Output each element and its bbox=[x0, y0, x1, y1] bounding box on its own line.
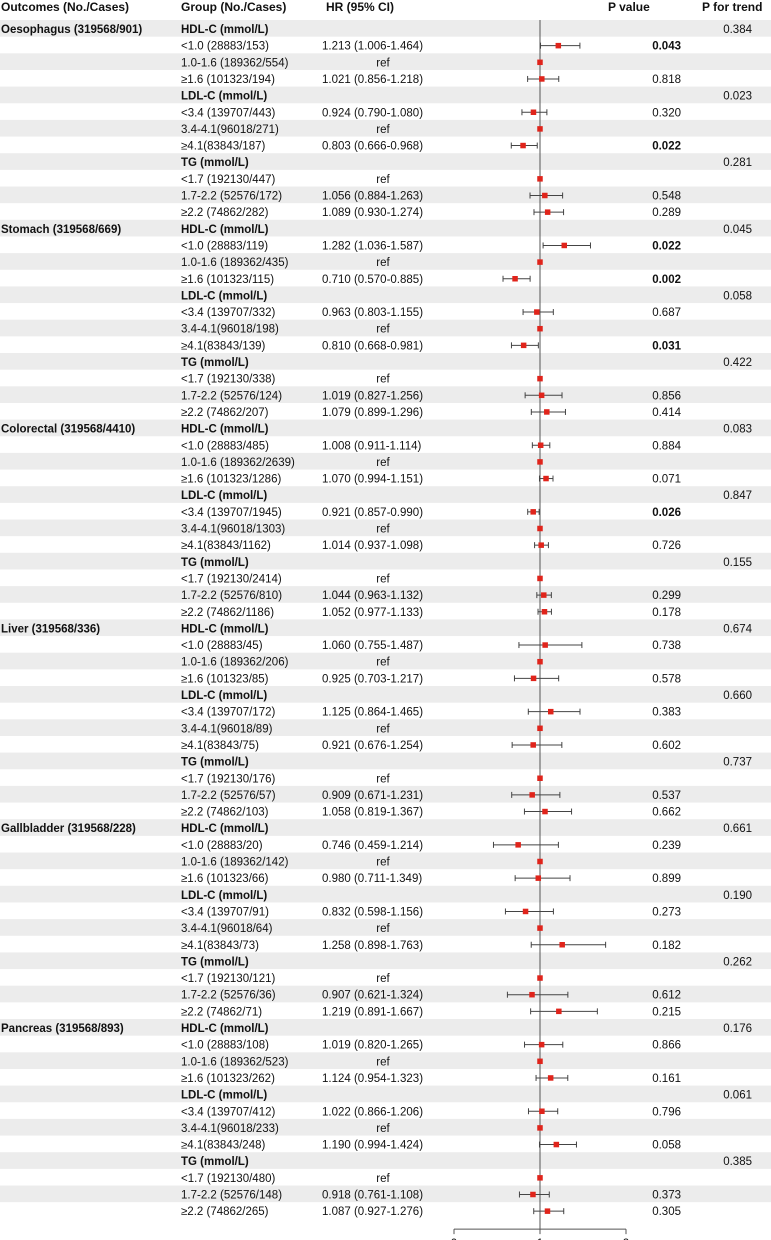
table-row bbox=[181, 107, 681, 119]
p-trend-value: 0.674 bbox=[723, 623, 752, 636]
hr-marker bbox=[542, 193, 548, 199]
header-hr: HR (95% CI) bbox=[326, 0, 395, 14]
group-label: 3.4-4.1(96018/271) bbox=[181, 123, 279, 136]
p-value: 0.182 bbox=[652, 939, 681, 952]
hr-ci-text: ref bbox=[376, 257, 390, 270]
hr-ci-text: 1.089 (0.930-1.274) bbox=[322, 207, 424, 220]
hr-marker bbox=[545, 209, 551, 215]
hr-ci-text: 0.980 (0.711-1.349) bbox=[322, 873, 423, 886]
group-label: <1.7 (192130/338) bbox=[181, 373, 276, 386]
p-value: 0.161 bbox=[652, 1072, 681, 1085]
group-label: ≥1.6 (101323/1286) bbox=[181, 473, 282, 486]
row-band bbox=[0, 486, 771, 503]
p-trend-value: 0.155 bbox=[723, 556, 752, 569]
p-trend-value: 0.661 bbox=[723, 823, 752, 836]
hr-ci-text: 1.019 (0.827-1.256) bbox=[322, 390, 424, 403]
group-label: 3.4-4.1(96018/89) bbox=[181, 723, 273, 736]
p-value: 0.383 bbox=[652, 706, 681, 719]
table-row bbox=[181, 807, 681, 819]
outcome-label: Pancreas (319568/893) bbox=[1, 1023, 124, 1035]
hr-marker bbox=[537, 176, 543, 182]
group-label: 1.7-2.2 (52576/148) bbox=[181, 1189, 283, 1202]
table-row bbox=[181, 41, 681, 53]
group-label: ≥2.2 (74862/265) bbox=[181, 1206, 269, 1219]
hr-marker bbox=[530, 742, 536, 748]
hr-marker bbox=[536, 875, 542, 881]
outcome-label: Stomach (319568/669) bbox=[1, 223, 122, 236]
group-label: <3.4 (139707/412) bbox=[181, 1106, 276, 1119]
table-row bbox=[181, 74, 681, 86]
hr-marker bbox=[529, 792, 535, 798]
hr-marker bbox=[542, 809, 548, 815]
table-row bbox=[181, 207, 681, 219]
p-value: 0.687 bbox=[652, 307, 681, 320]
header-ptrend: P for trend bbox=[702, 0, 763, 14]
hr-ci-text: 1.219 (0.891-1.667) bbox=[322, 1006, 424, 1019]
p-value: 0.043 bbox=[652, 40, 681, 53]
hr-marker bbox=[539, 1042, 545, 1048]
hr-marker bbox=[531, 110, 537, 116]
hr-marker bbox=[538, 443, 544, 449]
hr-marker bbox=[537, 459, 543, 465]
group-label: ≥4.1(83843/1162) bbox=[181, 540, 271, 553]
hr-ci-text: 1.052 (0.977-1.133) bbox=[322, 606, 424, 619]
hr-marker bbox=[554, 1142, 560, 1148]
p-value: 0.899 bbox=[652, 873, 681, 886]
group-label: 3.4-4.1(96018/64) bbox=[181, 923, 273, 936]
row-band bbox=[0, 553, 771, 570]
p-trend-value: 0.083 bbox=[723, 423, 752, 436]
hr-marker bbox=[529, 992, 535, 998]
hr-ci-text: ref bbox=[376, 656, 390, 669]
group-label: 1.7-2.2 (52576/124) bbox=[181, 390, 283, 403]
hr-marker bbox=[537, 1059, 543, 1065]
hr-marker bbox=[559, 942, 565, 948]
p-value: 0.071 bbox=[652, 473, 681, 486]
p-value: 0.726 bbox=[652, 540, 681, 553]
group-label: <1.7 (192130/480) bbox=[181, 1172, 276, 1185]
group-label: 3.4-4.1(96018/233) bbox=[181, 1122, 279, 1135]
variable-label: HDL-C (mmol/L) bbox=[181, 24, 269, 36]
p-value: 0.058 bbox=[652, 1139, 681, 1152]
hr-marker bbox=[545, 1208, 551, 1214]
hr-marker bbox=[542, 609, 548, 615]
p-value: 0.022 bbox=[652, 140, 681, 153]
hr-ci-text: 1.014 (0.937-1.098) bbox=[322, 540, 424, 553]
group-label: ≥4.1(83843/75) bbox=[181, 739, 259, 752]
table-row bbox=[181, 906, 681, 918]
p-value: 0.856 bbox=[652, 390, 681, 403]
hr-marker bbox=[530, 509, 536, 514]
table-row bbox=[181, 673, 681, 685]
hr-marker bbox=[537, 376, 543, 382]
p-value: 0.662 bbox=[652, 806, 681, 819]
outcome-label: Colorectal (319568/4410) bbox=[1, 423, 136, 436]
p-trend-value: 0.660 bbox=[723, 690, 752, 702]
hr-ci-text: 1.022 (0.866-1.206) bbox=[322, 1106, 424, 1119]
variable-label: HDL-C (mmol/L) bbox=[181, 423, 269, 436]
row-band bbox=[0, 686, 771, 703]
hr-ci-text: 1.190 (0.994-1.424) bbox=[322, 1139, 424, 1152]
hr-marker bbox=[523, 909, 529, 915]
hr-ci-text: 1.125 (0.864-1.465) bbox=[322, 706, 424, 719]
table-row bbox=[181, 740, 681, 752]
p-value: 0.796 bbox=[652, 1106, 681, 1119]
hr-marker bbox=[537, 659, 543, 665]
p-value: 0.178 bbox=[652, 606, 681, 619]
group-label: 1.0-1.6 (189362/2639) bbox=[181, 456, 295, 469]
group-label: 1.0-1.6 (189362/206) bbox=[181, 656, 289, 669]
hr-ci-text: 1.087 (0.927-1.276) bbox=[322, 1206, 424, 1219]
p-value: 0.022 bbox=[652, 240, 681, 253]
hr-ci-text: 0.907 (0.621-1.324) bbox=[322, 989, 424, 1002]
hr-ci-text: ref bbox=[376, 573, 390, 586]
variable-label: TG (mmol/L) bbox=[181, 157, 249, 170]
p-trend-value: 0.422 bbox=[723, 357, 752, 369]
p-value: 0.373 bbox=[652, 1189, 681, 1202]
hr-ci-text: 0.925 (0.703-1.217) bbox=[322, 673, 424, 686]
hr-ci-text: 1.258 (0.898-1.763) bbox=[322, 939, 424, 952]
p-value: 0.537 bbox=[652, 789, 681, 802]
variable-label: HDL-C (mmol/L) bbox=[181, 1023, 269, 1035]
p-value: 0.273 bbox=[652, 906, 681, 919]
hr-ci-text: ref bbox=[376, 856, 390, 869]
hr-ci-text: ref bbox=[376, 173, 390, 186]
hr-marker bbox=[542, 642, 548, 648]
header-pvalue: P value bbox=[608, 0, 650, 14]
hr-marker bbox=[539, 1109, 545, 1115]
outcome-label: Oesophagus (319568/901) bbox=[1, 24, 143, 36]
hr-ci-text: 0.832 (0.598-1.156) bbox=[322, 906, 424, 919]
p-trend-value: 0.385 bbox=[723, 1156, 752, 1169]
group-label: <3.4 (139707/332) bbox=[181, 307, 276, 320]
group-label: <3.4 (139707/91) bbox=[181, 906, 269, 919]
table-row bbox=[181, 1106, 681, 1118]
table-row bbox=[181, 274, 681, 286]
table-row bbox=[181, 374, 543, 386]
row-band bbox=[0, 952, 771, 969]
table-row bbox=[181, 407, 682, 419]
p-trend-value: 0.190 bbox=[723, 889, 752, 902]
hr-ci-text: 0.746 (0.459-1.214) bbox=[322, 839, 424, 852]
table-row bbox=[181, 440, 682, 452]
p-trend-value: 0.737 bbox=[723, 756, 752, 769]
hr-ci-text: 1.070 (0.994-1.151) bbox=[322, 473, 424, 486]
hr-marker bbox=[537, 126, 543, 131]
row-band bbox=[0, 753, 771, 770]
hr-marker bbox=[531, 676, 537, 682]
hr-ci-text: ref bbox=[376, 373, 390, 386]
group-label: ≥4.1(83843/248) bbox=[181, 1139, 266, 1152]
hr-marker bbox=[534, 309, 540, 315]
hr-ci-text: ref bbox=[376, 1056, 390, 1069]
hr-marker bbox=[537, 576, 543, 582]
hr-marker bbox=[537, 925, 543, 931]
p-trend-value: 0.023 bbox=[723, 90, 752, 103]
hr-ci-text: 0.710 (0.570-0.885) bbox=[322, 273, 424, 286]
table-row bbox=[181, 873, 681, 885]
group-label: ≥4.1(83843/139) bbox=[181, 340, 266, 353]
group-label: <1.0 (28883/153) bbox=[181, 40, 269, 53]
x-axis bbox=[451, 1229, 629, 1240]
row-band bbox=[0, 153, 771, 170]
table-row bbox=[181, 573, 543, 585]
group-label: ≥1.6 (101323/85) bbox=[181, 673, 269, 686]
hr-ci-text: 0.963 (0.803-1.155) bbox=[322, 307, 424, 320]
group-label: ≥1.6 (101323/194) bbox=[181, 73, 275, 86]
hr-ci-text: ref bbox=[376, 123, 390, 136]
variable-label: TG (mmol/L) bbox=[181, 1156, 249, 1169]
hr-ci-text: 1.019 (0.820-1.265) bbox=[322, 1039, 424, 1052]
hr-ci-text: ref bbox=[376, 973, 390, 986]
outcome-label: Gallbladder (319568/228) bbox=[1, 823, 136, 836]
table-row bbox=[181, 507, 681, 519]
row-band bbox=[0, 1086, 771, 1103]
p-trend-value: 0.061 bbox=[723, 1089, 752, 1102]
p-value: 0.414 bbox=[652, 406, 681, 419]
group-label: <1.0 (28883/119) bbox=[181, 240, 269, 253]
group-label: 1.0-1.6 (189362/554) bbox=[181, 57, 289, 70]
hr-ci-text: 1.008 (0.911-1.114) bbox=[322, 440, 422, 453]
hr-ci-text: ref bbox=[376, 923, 390, 936]
header-outcomes: Outcomes (No./Cases) bbox=[1, 0, 130, 14]
p-value: 0.026 bbox=[652, 506, 681, 519]
table-row bbox=[181, 240, 681, 252]
group-label: <1.7 (192130/2414) bbox=[181, 573, 282, 586]
table-row bbox=[181, 307, 681, 319]
variable-label: TG (mmol/L) bbox=[181, 556, 249, 569]
group-label: <1.0 (28883/20) bbox=[181, 839, 263, 852]
hr-marker bbox=[556, 1009, 562, 1015]
group-label: 1.7-2.2 (52576/172) bbox=[181, 190, 283, 203]
table-row bbox=[181, 773, 543, 785]
table-row bbox=[181, 340, 682, 352]
group-label: 1.7-2.2 (52576/36) bbox=[181, 989, 276, 1002]
group-label: ≥4.1(83843/187) bbox=[181, 140, 266, 153]
group-label: 1.7-2.2 (52576/810) bbox=[181, 590, 283, 603]
p-value: 0.215 bbox=[652, 1006, 681, 1019]
hr-ci-text: ref bbox=[376, 323, 390, 336]
p-value: 0.612 bbox=[652, 989, 681, 1002]
hr-marker bbox=[544, 409, 550, 415]
hr-ci-text: ref bbox=[376, 456, 390, 469]
group-label: ≥2.2 (74862/103) bbox=[181, 806, 269, 819]
group-label: <1.7 (192130/121) bbox=[181, 973, 276, 986]
hr-ci-text: 1.021 (0.856-1.218) bbox=[322, 73, 424, 86]
hr-marker bbox=[539, 76, 545, 82]
p-value: 0.578 bbox=[652, 673, 681, 686]
hr-ci-text: 0.924 (0.790-1.080) bbox=[322, 107, 424, 120]
hr-marker bbox=[538, 542, 544, 548]
variable-label: LDL-C (mmol/L) bbox=[181, 690, 268, 702]
hr-ci-text: 0.909 (0.671-1.231) bbox=[322, 789, 424, 802]
group-label: 1.0-1.6 (189362/142) bbox=[181, 856, 289, 869]
hr-marker bbox=[537, 526, 543, 532]
hr-marker bbox=[539, 393, 545, 399]
hr-marker bbox=[537, 326, 543, 332]
variable-label: LDL-C (mmol/L) bbox=[181, 490, 268, 503]
hr-marker bbox=[537, 776, 543, 782]
row-band bbox=[0, 886, 771, 903]
table-row bbox=[181, 174, 543, 186]
table-row bbox=[181, 1206, 681, 1218]
row-band bbox=[0, 286, 771, 303]
group-label: 3.4-4.1(96018/198) bbox=[181, 323, 279, 336]
table-row bbox=[181, 607, 681, 619]
table-row bbox=[181, 141, 681, 153]
p-value: 0.866 bbox=[652, 1039, 681, 1052]
group-label: 1.7-2.2 (52576/57) bbox=[181, 789, 276, 802]
group-label: ≥1.6 (101323/115) bbox=[181, 273, 275, 286]
variable-label: TG (mmol/L) bbox=[181, 956, 249, 969]
hr-ci-text: 1.124 (0.954-1.323) bbox=[322, 1072, 424, 1085]
hr-ci-text: ref bbox=[376, 57, 390, 70]
hr-marker bbox=[548, 1075, 554, 1081]
group-label: <1.0 (28883/45) bbox=[181, 640, 263, 653]
variable-label: HDL-C (mmol/L) bbox=[181, 223, 269, 236]
hr-marker bbox=[520, 143, 526, 149]
hr-marker bbox=[537, 60, 543, 66]
table-row bbox=[181, 1173, 543, 1185]
variable-label: LDL-C (mmol/L) bbox=[181, 889, 268, 902]
hr-ci-text: 1.044 (0.963-1.132) bbox=[322, 590, 424, 603]
hr-ci-text: ref bbox=[376, 523, 390, 536]
hr-ci-text: 0.918 (0.761-1.108) bbox=[322, 1189, 424, 1202]
hr-marker bbox=[537, 1125, 543, 1131]
p-trend-value: 0.058 bbox=[723, 290, 752, 303]
p-value: 0.818 bbox=[652, 73, 681, 86]
group-label: <3.4 (139707/172) bbox=[181, 706, 276, 719]
hr-marker bbox=[512, 276, 518, 282]
hr-ci-text: 1.079 (0.899-1.296) bbox=[322, 406, 424, 419]
group-label: ≥1.6 (101323/66) bbox=[181, 873, 269, 886]
hr-marker bbox=[537, 975, 543, 981]
variable-label: LDL-C (mmol/L) bbox=[181, 290, 268, 303]
hr-ci-text: ref bbox=[376, 723, 390, 736]
row-band bbox=[0, 87, 771, 104]
p-value: 0.239 bbox=[652, 839, 681, 852]
table-row bbox=[181, 640, 681, 652]
hr-ci-text: ref bbox=[376, 773, 390, 786]
hr-marker bbox=[543, 476, 549, 482]
variable-label: TG (mmol/L) bbox=[181, 756, 249, 769]
table-row bbox=[181, 1140, 681, 1152]
hr-ci-text: 1.060 (0.755-1.487) bbox=[322, 640, 424, 653]
variable-label: HDL-C (mmol/L) bbox=[181, 823, 269, 836]
hr-ci-text: 1.058 (0.819-1.367) bbox=[322, 806, 424, 819]
hr-ci-text: 1.282 (1.036-1.587) bbox=[322, 240, 424, 253]
table-row bbox=[181, 474, 681, 486]
table-row bbox=[181, 707, 681, 719]
group-label: ≥2.2 (74862/1186) bbox=[181, 606, 275, 619]
group-label: 3.4-4.1(96018/1303) bbox=[181, 523, 286, 536]
table-row bbox=[181, 840, 681, 852]
variable-label: LDL-C (mmol/L) bbox=[181, 90, 268, 103]
p-value: 0.602 bbox=[652, 739, 681, 752]
group-label: ≥4.1(83843/73) bbox=[181, 939, 259, 952]
hr-ci-text: ref bbox=[376, 1122, 390, 1135]
group-label: ≥2.2 (74862/282) bbox=[181, 207, 269, 220]
variable-label: TG (mmol/L) bbox=[181, 357, 249, 369]
group-label: ≥2.2 (74862/207) bbox=[181, 406, 269, 419]
hr-marker bbox=[556, 43, 562, 49]
table-row bbox=[181, 940, 681, 952]
hr-ci-text: 1.056 (0.884-1.263) bbox=[322, 190, 424, 203]
table-row bbox=[181, 1073, 681, 1085]
hr-ci-text: ref bbox=[376, 1172, 390, 1185]
hr-marker bbox=[537, 259, 543, 265]
group-label: ≥1.6 (101323/262) bbox=[181, 1072, 275, 1085]
hr-marker bbox=[541, 592, 547, 598]
group-label: 1.0-1.6 (189362/435) bbox=[181, 257, 289, 270]
hr-marker bbox=[537, 1175, 543, 1181]
p-trend-value: 0.045 bbox=[723, 223, 752, 236]
p-trend-value: 0.176 bbox=[723, 1023, 752, 1035]
hr-ci-text: 0.810 (0.668-0.981) bbox=[322, 340, 424, 353]
row-band bbox=[0, 1152, 771, 1169]
p-trend-value: 0.262 bbox=[723, 956, 752, 969]
hr-marker bbox=[537, 859, 543, 865]
table-row bbox=[181, 540, 681, 552]
hr-marker bbox=[530, 1192, 536, 1198]
group-label: <3.4 (139707/1945) bbox=[181, 506, 282, 519]
p-value: 0.031 bbox=[652, 340, 681, 353]
group-label: <3.4 (139707/443) bbox=[181, 107, 276, 120]
p-value: 0.299 bbox=[652, 590, 681, 603]
p-value: 0.305 bbox=[652, 1206, 681, 1219]
variable-label: HDL-C (mmol/L) bbox=[181, 623, 269, 636]
p-trend-value: 0.847 bbox=[723, 490, 752, 503]
group-label: <1.0 (28883/108) bbox=[181, 1039, 269, 1052]
hr-ci-text: 1.213 (1.006-1.464) bbox=[322, 40, 424, 53]
p-value: 0.320 bbox=[652, 107, 681, 120]
table-row bbox=[181, 1006, 681, 1018]
p-value: 0.289 bbox=[652, 207, 681, 220]
table-row bbox=[181, 1040, 681, 1052]
hr-marker bbox=[515, 842, 521, 848]
hr-marker bbox=[548, 709, 554, 715]
group-label: <1.7 (192130/447) bbox=[181, 173, 276, 186]
variable-label: LDL-C (mmol/L) bbox=[181, 1089, 268, 1102]
hr-ci-text: 0.921 (0.857-0.990) bbox=[322, 506, 424, 519]
hr-ci-text: 0.803 (0.666-0.968) bbox=[322, 140, 424, 153]
hr-marker bbox=[537, 726, 543, 732]
group-label: <1.7 (192130/176) bbox=[181, 773, 276, 786]
p-value: 0.002 bbox=[652, 273, 681, 286]
row-band bbox=[0, 619, 771, 636]
p-trend-value: 0.281 bbox=[723, 157, 752, 170]
p-trend-value: 0.384 bbox=[723, 24, 752, 36]
group-label: ≥2.2 (74862/71) bbox=[181, 1006, 263, 1019]
p-value: 0.548 bbox=[652, 190, 681, 203]
p-value: 0.738 bbox=[652, 640, 681, 653]
hr-ci-text: 0.921 (0.676-1.254) bbox=[322, 739, 424, 752]
hr-marker bbox=[521, 343, 527, 349]
row-band bbox=[0, 353, 771, 370]
table-row bbox=[181, 973, 543, 985]
column-headers bbox=[1, 0, 762, 14]
group-label: <1.0 (28883/485) bbox=[181, 440, 269, 453]
header-group: Group (No./Cases) bbox=[181, 0, 287, 14]
hr-marker bbox=[562, 243, 568, 249]
group-label: 1.0-1.6 (189362/523) bbox=[181, 1056, 289, 1069]
p-value: 0.884 bbox=[652, 440, 681, 453]
outcome-label: Liver (319568/336) bbox=[1, 623, 101, 636]
